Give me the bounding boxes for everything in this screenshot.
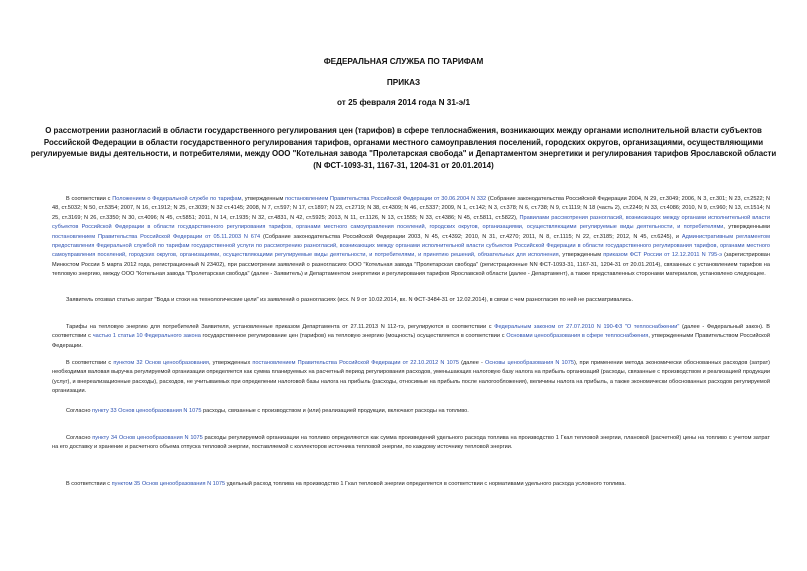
link-clause-34[interactable]: пункту 34 Основ ценообразования N 1075 bbox=[92, 435, 203, 441]
paragraph-text: В соответствии с bbox=[66, 481, 112, 487]
paragraph-text: В соответствии с bbox=[66, 196, 113, 202]
link-clause-32[interactable]: пунктом 32 Основ ценообразования bbox=[113, 360, 209, 366]
link-federal-law-190[interactable]: Федеральным законом от 27.07.2010 N 190-ФЗ "О теплоснабжении" bbox=[494, 324, 680, 330]
link-order-795[interactable]: приказом ФСТ России от 12.12.2011 N 795-э bbox=[603, 252, 722, 259]
paragraph-text: (Собрание законодательства Российской Федерации 2003, N 45, ст.4392; 2010, N 31, ст.4270; 2011, N 8, ст.1115; N 22, ст.3185; 2012, N 45, ст.6245), и bbox=[260, 233, 682, 240]
agency-title: ФЕДЕРАЛЬНАЯ СЛУЖБА ПО ТАРИФАМ bbox=[323, 57, 484, 66]
paragraph-text: Согласно bbox=[66, 435, 93, 441]
link-clause-35[interactable]: пунктом 35 Основ ценообразования N 1075 bbox=[111, 481, 226, 487]
link-clause-33[interactable]: пункту 33 Основ ценообразования N 1075 bbox=[92, 408, 202, 414]
link-decree-1075[interactable]: постановлением Правительства Российской Федерации от 22.10.2012 N 1075 bbox=[252, 360, 460, 366]
paragraph-7 bbox=[52, 480, 770, 489]
paragraph-1 bbox=[52, 195, 770, 280]
paragraph-text: (далее - bbox=[459, 360, 485, 366]
paragraph-text: , утвержденным bbox=[241, 196, 286, 202]
paragraph-text: Согласно bbox=[66, 408, 92, 414]
paragraph-4 bbox=[52, 359, 770, 397]
paragraph-5 bbox=[52, 407, 770, 416]
link-decree-674[interactable]: постановлением Правительства Российской Федерации от 05.11.2003 N 674 bbox=[52, 233, 261, 240]
paragraph-3 bbox=[52, 323, 770, 351]
document-subject: О рассмотрении разногласий в области государственного регулирования цен (тарифов) в сфере теплоснабжения, возникающих между органами исполнительной власти субъектов Российской Федерации в области государственного регулирования тарифов, органами местного самоуправления поселений, городских округов, организациями, осуществляющими регулируемые виды деятельности, и потребителями, между ООО "Котельная завода "Пролетарская свобода" и Департаментом энергетики и регулирования тарифов Ярославской области (N ФСТ-1093-31, 1167-31, 1204-31 от 20.01.2014) bbox=[30, 126, 777, 170]
paragraph-6 bbox=[52, 434, 770, 453]
paragraph-text: удельный расход топлива на производство 1 Гкал тепловой энергии определяется в соответствии с нормативами удельного расхода условного топлива. bbox=[225, 481, 626, 487]
paragraph-2 bbox=[52, 296, 770, 305]
paragraph-text: расходы регулируемой организации на топливо определяются как сумма произведений удельного расхода топлива на производство 1 Гкал тепловой энергии, плановой (расчетной) цены на топливо с учетом затрат на его доставку и хранение и расчетного объема отпуска тепловой энергии, поставляемой с коллекторов источника тепловой энергии, по каждому источнику тепловой энергии. bbox=[52, 435, 770, 451]
paragraph-text: , утвержденным bbox=[558, 252, 604, 259]
link-regulation-fst[interactable]: Положением о Федеральной службе по тарифам bbox=[112, 196, 242, 202]
link-admin-regulation[interactable]: Административным регламентом предоставления Федеральной службой по тарифам государственной услуги по рассмотрению разногласий, возникающих между органами исполнительной власти субъектов Российской Федерации в области государственного регулирования тарифов, органами местного самоуправления поселений, городских округов, организациями, осуществляющими регулируемые виды деятельности, и потребителями, и принятию решений, обязательных для исполнения bbox=[52, 233, 770, 259]
paragraph-text: (Собрание законодательства Российской Федерации 2004, N 29, ст.3049; 2006, N 3, ст.301; N 23, ст.2522; N 48, ст.5032; N 50, ст.5354; 2007, N 16, ст.1912; N 25, ст.3039; N 32 ст.4145; 2008, N 7, ст.597; N 17, ст.1897; N 23, ст.2719; N 38, ст.4309; N 46, ст.5337; 2009, N 1, ст.142; N 3, ст.378; N 6, ст.738; N 9, ст.1119; N 18 (часть 2), ст.2249; N 33, ст.4086; 2010, N 9, ст.960; N 13, ст.1514; N 25, ст.3169; N 26, ст.3350; N 30, ст.4096; N 45, ст.5851; 2011, N 14, ст.1935; N 32, ст.4831, N 42, ст.5925; 2013, N 11, ст.1126, N 13, ст.1555; N 33, ст.4386; N 45, ст.5811, ст.5822), bbox=[52, 196, 771, 221]
link-decree-332[interactable]: постановлением Правительства Российской Федерации от 30.06.2004 N 332 bbox=[285, 196, 487, 202]
paragraph-text: расходы, связанные с производством и (или) реализацией продукции, включают расходы на топливо. bbox=[201, 408, 469, 414]
paragraph-text: , утвержденными Правительством Российской Федерации. bbox=[52, 333, 771, 349]
paragraph-text: государственное регулирование цен (тарифов) на тепловую энергию (мощность) осуществляется в соответствии с bbox=[200, 333, 507, 340]
paragraph-text: ), при применении метода экономически обоснованных расходов (затрат) необходимая валовая выручка регулируемой организации определяется как сумма планируемых на расчетный период регулирования расходов, уменьшающих налоговую базу налога на прибыль организаций (расходы, связанные с производством и реализацией продукции (услуг), и внереализационные расходы), расходов, не учитываемых при определении налоговой базы налога на прибыль (расходы, относимые на прибыль после налогообложения), величины налога на прибыль, а также экономически обоснованных расходов регулируемой организации. bbox=[52, 360, 771, 395]
link-pricing-basics-1075[interactable]: Основы ценообразования N 1075 bbox=[484, 360, 574, 366]
link-dispute-rules[interactable]: Правилами рассмотрения разногласий, возникающих между органами исполнительной власти субъектов Российской Федерации в области государственного регулирования тарифов, органами местного самоуправления поселений, городских округов, организациями, осуществляющими регулируемые виды деятельности, и потребителями bbox=[52, 214, 770, 231]
document-type: ПРИКАЗ bbox=[386, 78, 421, 87]
link-pricing-basics[interactable]: Основами ценообразования в сфере теплоснабжения bbox=[506, 333, 649, 340]
paragraph-text: Тарифы на тепловую энергию для потребителей Заявителя, установленные приказом Департамента от 27.11.2013 N 112-тэ, регулируются в соответствии с bbox=[66, 324, 495, 330]
link-law-article-10[interactable]: частью 1 статьи 10 Федерального закона bbox=[92, 333, 201, 340]
paragraph-text: (зарегистрирован Минюстом России 5 марта 2012 года, регистрационный N 23402), при рассмотрении заявлений о разногласиях ООО "Котельная завода "Пролетарская свобода" (регистрационные NN ФСТ-1093-31, 1167-31, 1204-31 от 20.01.2014), связанных с установлением тарифов на тепловую энергию, между ООО "Котельная завода "Пролетарская свобода" (далее - Заявитель) и Департаментом энергетики и регулирования тарифов Ярославской области (далее - Департамент), а также представленных сторонами материалов, установлено следующее. bbox=[52, 252, 770, 278]
paragraph-text: , утвержденных bbox=[208, 360, 253, 366]
paragraph-text: Заявитель отозвал статью затрат "Вода и стоки на технологические цели" из заявлений о разногласиях (исх. N 9 от 10.02.2014, вх. N ФСТ-3484-31 от 12.02.2014), в связи с чем разногласия по ней не рассматривались. bbox=[66, 297, 634, 303]
paragraph-text: (далее - Федеральный закон). В соответствии с bbox=[52, 324, 770, 340]
paragraph-text: , утвержденными bbox=[723, 224, 771, 231]
paragraph-text: В соответствии с bbox=[66, 360, 114, 366]
document-date-number: от 25 февраля 2014 года N 31-э/1 bbox=[337, 98, 470, 107]
